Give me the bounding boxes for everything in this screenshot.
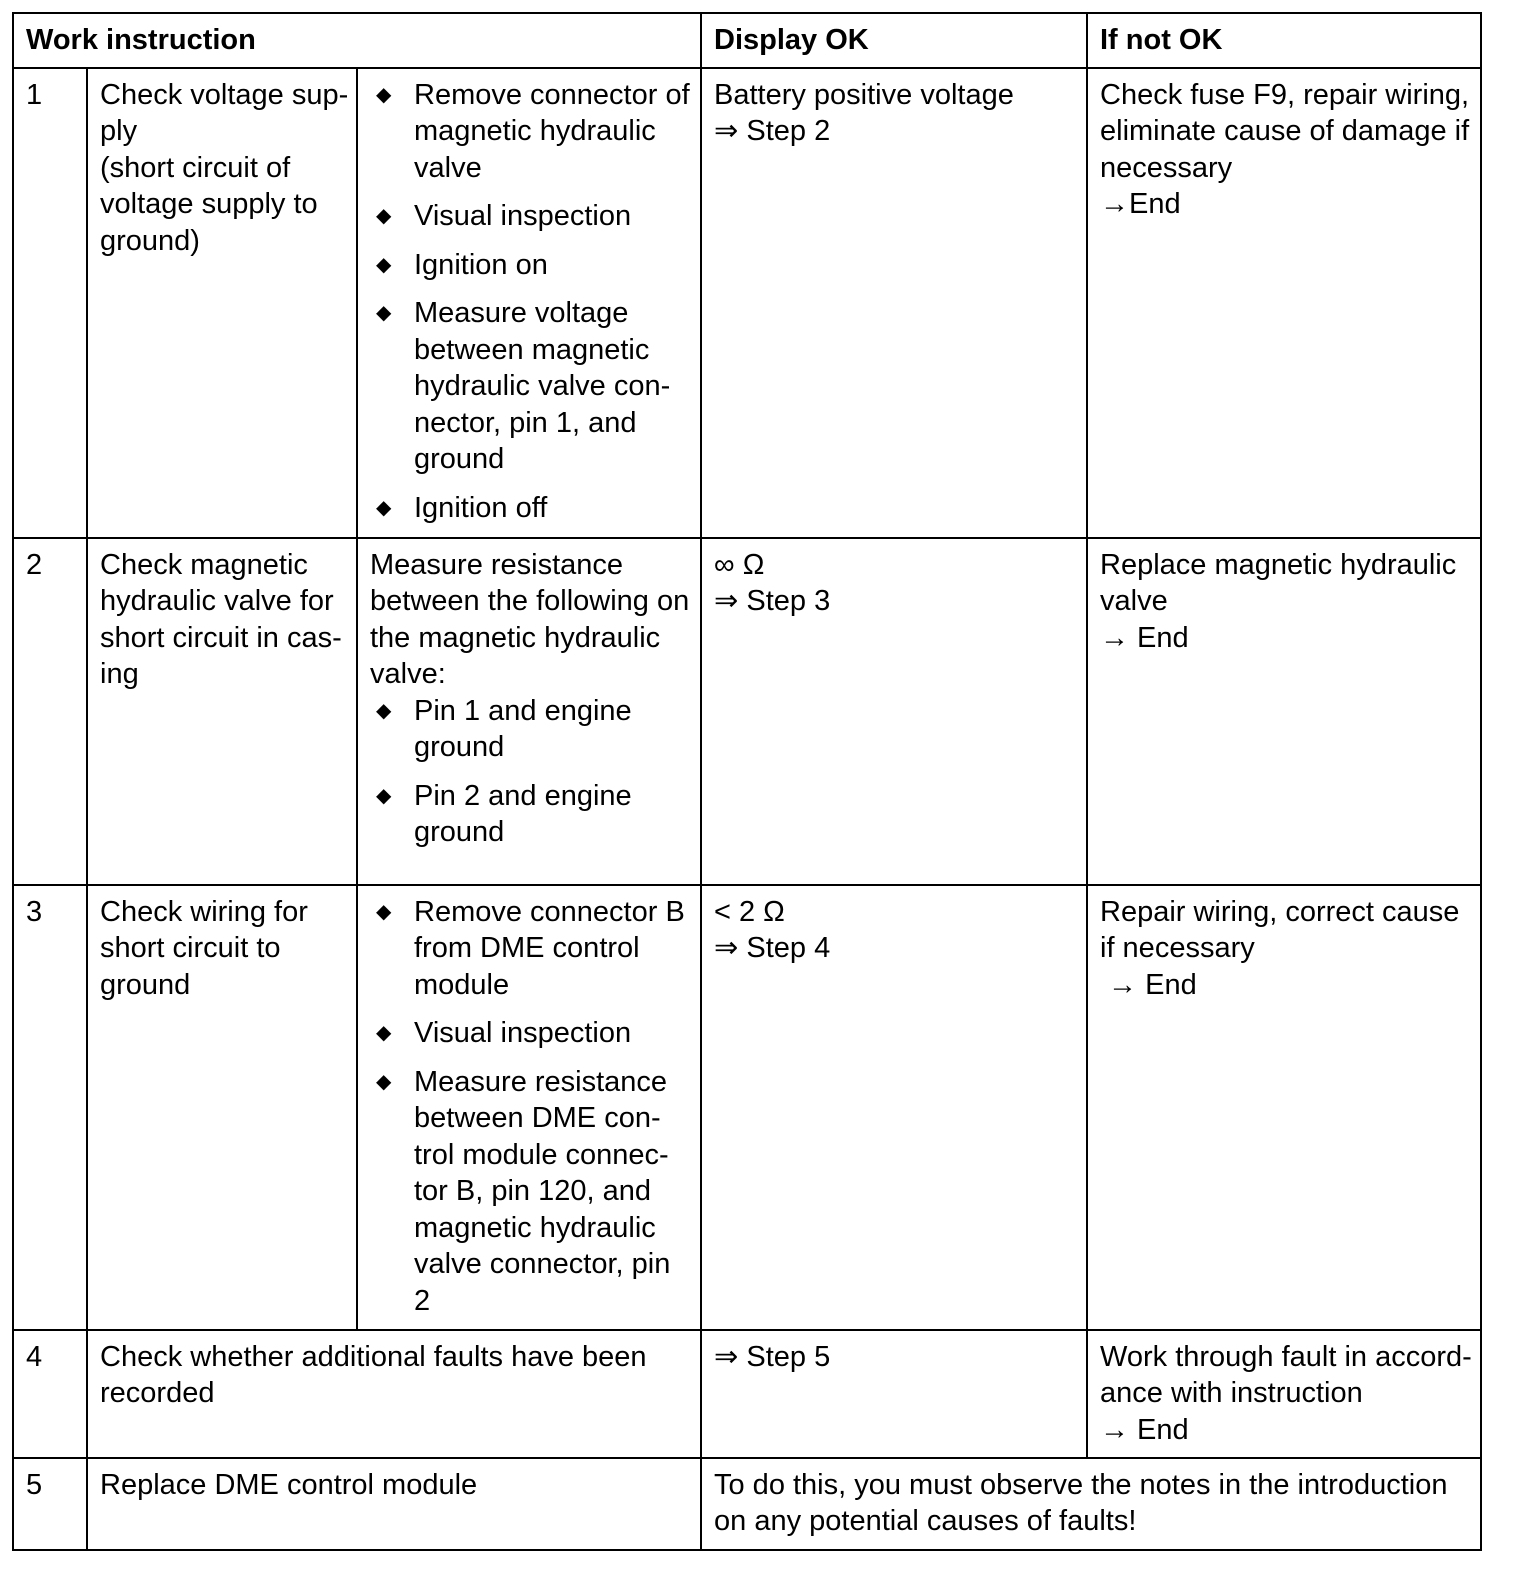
list-item <box>370 198 690 235</box>
step-task <box>87 1458 701 1550</box>
step-number: 5 <box>13 1458 87 1550</box>
not-ok-line: valve <box>1100 585 1168 617</box>
not-ok-line: eliminate cause of damage if <box>1100 115 1470 147</box>
table-row <box>13 1330 1481 1458</box>
not-ok-line: Repair wiring, correct cause <box>1100 895 1460 928</box>
not-ok-line: →End <box>1100 188 1181 220</box>
bullet-line: Measure resistance <box>414 1065 668 1098</box>
step-task <box>87 1330 701 1458</box>
display-ok-cell <box>701 68 1087 538</box>
list-item <box>370 295 690 478</box>
display-ok-line: ⇒ Step 3 <box>714 585 831 617</box>
task-line: short circuit in cas- <box>100 621 342 654</box>
step-note <box>701 1458 1481 1550</box>
not-ok-cell <box>1087 1330 1481 1458</box>
task-line: Check magnetic <box>100 548 308 581</box>
bullet-list <box>370 693 690 851</box>
task-line: Check voltage sup- <box>100 78 349 111</box>
bullet-line: between DME con- <box>414 1102 661 1134</box>
note-line: on any potential causes of faults! <box>714 1505 1137 1537</box>
bullet-line: tor B, pin 120, and <box>414 1175 651 1207</box>
step-task <box>87 538 357 885</box>
bullet-line: Remove connector B <box>414 895 685 928</box>
diamond-bullet-icon: ◆ <box>376 699 392 722</box>
not-ok-cell <box>1087 68 1481 538</box>
diamond-bullet-icon: ◆ <box>376 302 392 324</box>
display-ok-line: ⇒ Step 4 <box>714 932 831 964</box>
intro-line: between the following on <box>370 585 690 617</box>
task-line: Check whether additional faults have been <box>100 1340 647 1373</box>
intro-line: Measure resistance <box>370 548 624 581</box>
not-ok-line: ance with instruction <box>1100 1377 1363 1409</box>
bullet-line: magnetic hydraulic <box>414 1211 656 1244</box>
bullet-line: between magnetic <box>414 333 650 366</box>
not-ok-line: → End <box>1100 1413 1189 1446</box>
task-line: (short circuit of <box>100 151 291 184</box>
header-if-not-ok: If not OK <box>1087 13 1481 68</box>
list-item <box>370 1015 690 1052</box>
bullet-line: Pin 2 and engine <box>414 779 632 812</box>
step-actions <box>357 68 701 538</box>
display-ok-cell <box>701 1330 1087 1458</box>
not-ok-line: → End <box>1100 968 1197 1001</box>
list-item <box>370 1064 690 1320</box>
bullet-line: hydraulic valve con- <box>414 370 671 402</box>
header-work-instruction: Work instruction <box>13 13 701 68</box>
task-line: short circuit to <box>100 932 281 964</box>
diamond-bullet-icon: ◆ <box>376 253 392 276</box>
task-line: voltage supply to <box>100 188 318 220</box>
not-ok-cell <box>1087 885 1481 1330</box>
table-row <box>13 885 1481 1330</box>
step-number: 2 <box>13 538 87 885</box>
intro-line: the magnetic hydraulic <box>370 621 661 654</box>
bullet-line: valve <box>414 151 482 184</box>
table-row <box>13 538 1481 885</box>
task-line: Check wiring for <box>100 895 308 928</box>
step-actions <box>357 538 701 885</box>
bullet-line: valve connector, pin <box>414 1248 671 1280</box>
bullet-line: nector, pin 1, and <box>414 406 637 439</box>
table-row <box>13 68 1481 538</box>
list-item <box>370 77 690 187</box>
diamond-bullet-icon: ◆ <box>376 1070 392 1093</box>
diamond-bullet-icon: ◆ <box>376 1022 392 1044</box>
bullet-line: ground <box>414 816 505 848</box>
bullet-list <box>370 894 690 1320</box>
diamond-bullet-icon: ◆ <box>376 496 392 519</box>
note-line: To do this, you must observe the notes in the introduction <box>714 1468 1448 1501</box>
not-ok-cell <box>1087 538 1481 885</box>
step-number: 1 <box>13 68 87 538</box>
bullet-line: Visual inspection <box>414 200 632 232</box>
display-ok-line: ⇒ Step 2 <box>714 115 831 147</box>
bullet-line: ground <box>414 443 505 475</box>
not-ok-line: Replace magnetic hydraulic <box>1100 548 1457 581</box>
task-line: ing <box>100 658 139 690</box>
not-ok-line: Check fuse F9, repair wiring, <box>1100 78 1470 111</box>
not-ok-line: Work through fault in accord- <box>1100 1340 1472 1373</box>
bullet-list <box>370 77 690 527</box>
task-line: recorded <box>100 1377 215 1409</box>
bullet-line: Remove connector of <box>414 78 690 111</box>
not-ok-line: → End <box>1100 621 1189 654</box>
list-item <box>370 778 690 851</box>
display-ok-line: < 2 Ω <box>714 895 785 928</box>
task-line: ground <box>100 968 191 1001</box>
list-item <box>370 894 690 1004</box>
bullet-line: ground <box>414 731 505 763</box>
list-item <box>370 490 690 527</box>
list-item <box>370 693 690 766</box>
step-actions <box>357 885 701 1330</box>
display-ok-line: Battery positive voltage <box>714 78 1014 111</box>
task-line: Replace DME control module <box>100 1468 478 1501</box>
diamond-bullet-icon: ◆ <box>376 784 392 807</box>
bullet-line: module <box>414 968 510 1001</box>
bullet-line: trol module connec- <box>414 1138 669 1171</box>
header-row <box>13 13 1481 68</box>
task-line: ground) <box>100 224 200 257</box>
display-ok-line: ⇒ Step 5 <box>714 1340 831 1373</box>
not-ok-line: necessary <box>1100 151 1233 184</box>
diamond-bullet-icon: ◆ <box>376 83 392 106</box>
bullet-line: Ignition off <box>414 491 548 524</box>
step-number: 4 <box>13 1330 87 1458</box>
bullet-line: 2 <box>414 1284 431 1317</box>
header-display-ok: Display OK <box>701 13 1087 68</box>
intro-line: valve: <box>370 658 446 690</box>
step-number: 3 <box>13 885 87 1330</box>
diamond-bullet-icon: ◆ <box>376 900 392 923</box>
display-ok-cell <box>701 538 1087 885</box>
table-row <box>13 1458 1481 1550</box>
step-task <box>87 885 357 1330</box>
task-line: hydraulic valve for <box>100 585 334 617</box>
task-line: ply <box>100 115 138 147</box>
display-ok-cell <box>701 885 1087 1330</box>
not-ok-line: if necessary <box>1100 932 1255 964</box>
bullet-line: Measure voltage <box>414 297 629 329</box>
step-task <box>87 68 357 538</box>
bullet-line: magnetic hydraulic <box>414 115 656 147</box>
display-ok-line: ∞ Ω <box>714 548 765 581</box>
bullet-line: Visual inspection <box>414 1017 632 1049</box>
bullet-line: Ignition on <box>414 248 548 281</box>
bullet-line: Pin 1 and engine <box>414 694 632 727</box>
list-item <box>370 247 690 284</box>
work-instruction-table <box>12 12 1482 1551</box>
bullet-line: from DME control <box>414 932 640 964</box>
diamond-bullet-icon: ◆ <box>376 205 392 227</box>
